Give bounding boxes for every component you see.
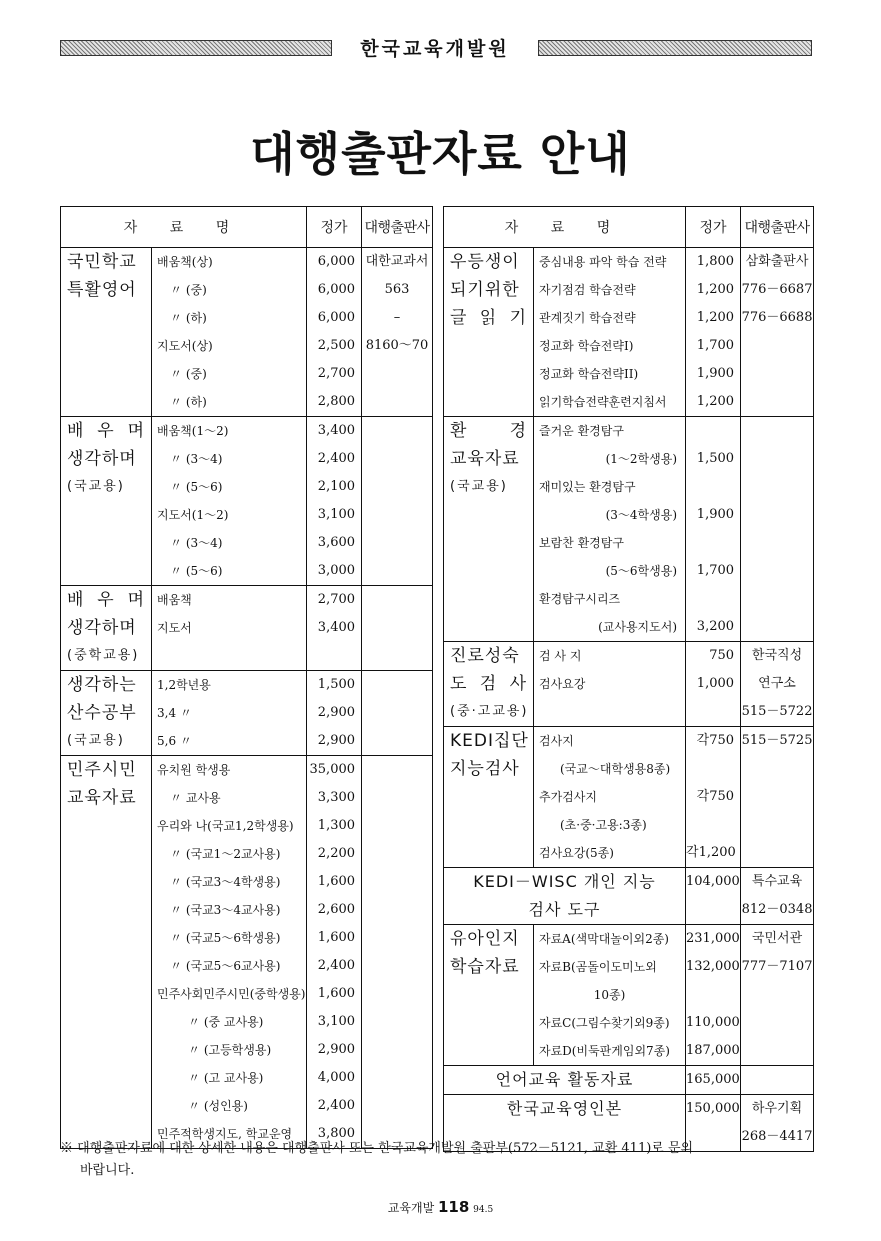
price-line: 35,000 <box>309 762 356 777</box>
price-line: 1,700 <box>696 563 735 578</box>
publisher-line: 563 <box>384 282 410 297</box>
item-list <box>152 756 307 1149</box>
publisher <box>362 756 433 1149</box>
price-line: 각1,200 <box>686 845 736 860</box>
item-name: 재미있는 환경탐구 <box>539 480 636 494</box>
item-name: 검사요강(5종) <box>539 846 614 860</box>
category-line: 유아인지 <box>450 929 520 949</box>
page-footer <box>0 1198 881 1216</box>
publisher-line: 268－4417 <box>741 1129 813 1144</box>
publisher <box>741 1066 814 1095</box>
item-name: 지도서 <box>157 621 192 635</box>
category <box>61 671 152 756</box>
item-name: (초·중·고용:3종) <box>560 818 647 832</box>
publisher-line: 하우기획 <box>751 1101 803 1116</box>
right-table <box>443 206 814 1152</box>
category-line: 배 우 며 <box>67 590 145 610</box>
item-name: 유치원 학생용 <box>157 763 231 777</box>
span-title-line: 언어교육 활동자료 <box>495 1070 634 1089</box>
price-line <box>686 417 740 445</box>
footer-label: 교육개발 <box>387 1201 435 1215</box>
price-line: 4,000 <box>317 1070 356 1085</box>
item-name: 추가검사지 <box>539 790 597 804</box>
category-line: (중학교용) <box>67 648 140 663</box>
price-line: 231,000 <box>686 931 740 946</box>
header-org: 한국교육개발원 <box>360 38 510 60</box>
item-name: (국교～대학생용8종) <box>560 762 671 776</box>
publisher-line: 국민서관 <box>751 931 803 946</box>
price-line: 1,500 <box>696 451 735 466</box>
publisher-line: 776－6688 <box>741 310 813 325</box>
item-list <box>534 417 686 642</box>
item-name: 배움책 <box>157 593 192 607</box>
header-name: 자 료 명 <box>444 207 686 248</box>
category <box>61 248 152 417</box>
price-line: 3,200 <box>696 619 735 634</box>
span-title <box>444 1066 686 1095</box>
table-row <box>444 417 814 642</box>
price-line: 187,000 <box>686 1043 740 1058</box>
price-line: 750 <box>709 648 735 663</box>
price-line: 3,000 <box>317 563 356 578</box>
item-name: 즐거운 환경탐구 <box>539 424 624 438</box>
item-name: 5,6 〃 <box>157 734 192 748</box>
item-name: 민주적학생지도, 학교운영 <box>157 1127 293 1141</box>
item-name: 〃 (하) <box>170 395 207 409</box>
table-row <box>61 417 433 586</box>
category <box>444 642 534 727</box>
note <box>60 1138 820 1182</box>
publisher <box>362 671 433 756</box>
category <box>61 417 152 586</box>
item-name: 〃 교사용 <box>170 791 221 805</box>
price <box>686 1066 741 1095</box>
price-line: 1,200 <box>696 310 735 325</box>
table-row <box>444 727 814 868</box>
item-name: 〃 (국교3～4교사용) <box>170 903 281 917</box>
price-line: 2,900 <box>317 1042 356 1057</box>
publisher-line: 812－0348 <box>741 902 813 917</box>
price-line: 2,900 <box>317 733 356 748</box>
price-line <box>686 755 740 783</box>
item-name: 1,2학년용 <box>157 678 211 692</box>
price-line: 2,600 <box>317 902 356 917</box>
price-line: 2,400 <box>317 1098 356 1113</box>
footer-issue: 94.5 <box>473 1205 494 1215</box>
price-line: 1,800 <box>696 254 735 269</box>
price-line: 1,600 <box>317 874 356 889</box>
table-row <box>444 642 814 727</box>
price-line: 165,000 <box>686 1072 740 1087</box>
header-band <box>60 36 812 58</box>
span-title-line: 한국교육영인본 <box>506 1099 623 1118</box>
item-name: 중심내용 파악 학습 전략 <box>539 255 667 269</box>
category-line: 생각하며 <box>67 618 137 638</box>
category <box>444 417 534 642</box>
publisher-line: 대한교과서 <box>365 254 429 269</box>
item-name: 민주사회민주시민(중학생용) <box>157 987 306 1001</box>
price-line: 2,500 <box>317 338 356 353</box>
category <box>444 727 534 868</box>
item-name: 〃 (중 교사용) <box>188 1015 264 1029</box>
header-publisher: 대행출판사 <box>741 207 814 248</box>
category-line: 우등생이 <box>450 252 520 272</box>
price-line: 2,700 <box>317 366 356 381</box>
item-name: 지도서(상) <box>157 339 213 353</box>
category-line: 진로성숙 <box>450 646 520 666</box>
page-title: 대행출판자료 안내 <box>250 127 631 181</box>
price-line: 6,000 <box>317 254 356 269</box>
item-list <box>152 248 307 417</box>
category-line: 지능검사 <box>450 759 520 779</box>
left-table <box>60 206 433 1149</box>
item-name: 보람찬 환경탐구 <box>539 536 624 550</box>
table-row <box>444 868 814 925</box>
header-hatch-right <box>538 40 812 56</box>
price <box>686 642 741 727</box>
item-name: 배움책(상) <box>157 255 213 269</box>
price-line: 3,400 <box>317 620 356 635</box>
publisher <box>362 248 433 417</box>
item-name: 관계짓기 학습전략 <box>539 311 636 325</box>
item-name: 〃 (중) <box>170 367 207 381</box>
publisher-line: 777－7107 <box>741 959 813 974</box>
price-line <box>686 811 740 839</box>
price-line: 각750 <box>696 733 735 748</box>
category-line: 민주시민 <box>67 760 137 780</box>
item-name: (교사용지도서) <box>598 620 678 634</box>
price-line: 각750 <box>696 789 735 804</box>
item-name: 지도서(1～2) <box>157 508 229 522</box>
item-name: 〃 (국교3～4학생용) <box>170 875 281 889</box>
item-name: 검 사 지 <box>539 649 582 663</box>
item-name: 정교화 학습전략II) <box>539 367 639 381</box>
publisher-line: 연구소 <box>758 676 796 691</box>
publisher-line: 삼화출판사 <box>745 254 809 269</box>
price-line: 3,300 <box>317 790 356 805</box>
price <box>686 727 741 868</box>
table-row <box>444 1066 814 1095</box>
price-line: 132,000 <box>686 959 740 974</box>
category <box>61 756 152 1149</box>
header-hatch-left <box>60 40 332 56</box>
item-name: 〃 (중) <box>170 283 207 297</box>
item-name: 〃 (3～4) <box>170 452 223 466</box>
item-list <box>534 248 686 417</box>
item-name: 자료B(곰돌이도미노외 <box>539 960 657 974</box>
price-line: 2,900 <box>317 705 356 720</box>
item-name: 〃 (5～6) <box>170 480 223 494</box>
category-line: (국교용) <box>67 733 125 748</box>
publisher-line: 한국직성 <box>751 648 803 663</box>
price-line <box>686 529 740 557</box>
publisher <box>741 727 814 868</box>
price-line: 2,700 <box>317 592 356 607</box>
table-row <box>61 671 433 756</box>
category-line: 환 경 <box>450 421 527 441</box>
price-line: 1,200 <box>696 282 735 297</box>
category-line: 교육자료 <box>67 788 137 808</box>
publisher <box>362 417 433 586</box>
price-line <box>686 698 740 726</box>
table-row <box>444 925 814 1066</box>
price <box>307 756 362 1149</box>
price-line <box>686 585 740 613</box>
price-line: 2,200 <box>317 846 356 861</box>
span-title-line: KEDI－WISC 개인 지능 <box>473 872 656 891</box>
category-line: 생각하며 <box>67 449 137 469</box>
publisher-line: 515－5725 <box>741 733 813 748</box>
item-list <box>152 586 307 671</box>
price-line: 1,200 <box>696 394 735 409</box>
note-line: ※ 대행출판자료에 대한 상세한 내용은 대행출판사 또는 한국교육개발원 출판부(572－5121, 교환 411)로 문의 <box>60 1141 694 1156</box>
price-line: 2,400 <box>317 451 356 466</box>
publisher-line: 776－6687 <box>741 282 813 297</box>
publisher <box>741 642 814 727</box>
header-name: 자 료 명 <box>61 207 307 248</box>
item-name <box>534 698 685 726</box>
category <box>444 925 534 1066</box>
price <box>307 248 362 417</box>
item-name: 10종) <box>593 988 626 1002</box>
price-line: 3,400 <box>317 423 356 438</box>
table-row <box>444 248 814 417</box>
item-name: 환경탐구시리즈 <box>539 592 621 606</box>
category-line: 생각하는 <box>67 675 137 695</box>
category-line: 되기위한 <box>450 280 520 300</box>
category-line: 국민학교 <box>67 252 137 272</box>
price-line: 2,100 <box>317 479 356 494</box>
category-line: 배 우 며 <box>67 421 145 441</box>
publisher-line: 특수교육 <box>751 874 803 889</box>
header-publisher: 대행출판사 <box>362 207 433 248</box>
category-line: KEDI집단 <box>450 731 529 751</box>
category-line: 교육자료 <box>450 449 520 469</box>
price-line: 1,000 <box>696 676 735 691</box>
item-list <box>152 671 307 756</box>
category-line: (국교용) <box>67 479 125 494</box>
item-name: 〃 (국교5～6학생용) <box>170 931 281 945</box>
price-line: 104,000 <box>686 874 740 889</box>
header-price: 정가 <box>686 207 741 248</box>
price-line: 2,400 <box>317 958 356 973</box>
category-line: 학습자료 <box>450 957 520 977</box>
header-price: 정가 <box>307 207 362 248</box>
table-row <box>61 586 433 671</box>
item-name: 〃 (3～4) <box>170 536 223 550</box>
page-number: 118 <box>438 1198 470 1216</box>
item-name: 검사지 <box>539 734 574 748</box>
price <box>686 248 741 417</box>
item-list <box>534 642 686 727</box>
category-line: 산수공부 <box>67 703 137 723</box>
item-name: 〃 (하) <box>170 311 207 325</box>
category <box>61 586 152 671</box>
price <box>307 417 362 586</box>
table-row <box>61 248 433 417</box>
price <box>686 925 741 1066</box>
item-name: 자료A(색막대놀이외2종) <box>539 932 669 946</box>
item-name: 〃 (5～6) <box>170 564 223 578</box>
price-line: 150,000 <box>686 1101 740 1116</box>
item-name: (1～2학생용) <box>605 452 678 466</box>
publisher-line: – <box>393 310 401 325</box>
price-line: 1,700 <box>696 338 735 353</box>
price <box>686 868 741 925</box>
price-line <box>686 473 740 501</box>
item-name: 검사요강 <box>539 677 586 691</box>
price-line: 1,900 <box>696 507 735 522</box>
item-list <box>534 925 686 1066</box>
item-list <box>152 417 307 586</box>
category-line: (국교용) <box>450 479 508 494</box>
category-line: (중·고교용) <box>450 704 529 719</box>
price-line: 1,500 <box>317 677 356 692</box>
publisher <box>362 586 433 671</box>
publisher <box>741 417 814 642</box>
item-name: 3,4 〃 <box>157 706 192 720</box>
price <box>307 671 362 756</box>
span-title-line: 검사 도구 <box>528 900 601 919</box>
item-name: 자료C(그림수찾기외9종) <box>539 1016 670 1030</box>
publisher <box>741 248 814 417</box>
price <box>307 586 362 671</box>
price-line: 3,600 <box>317 535 356 550</box>
span-title <box>444 868 686 925</box>
price-line <box>686 981 740 1009</box>
price-line: 2,800 <box>317 394 356 409</box>
price-line: 1,600 <box>317 930 356 945</box>
item-name: 〃 (국교1～2교사용) <box>170 847 281 861</box>
price-line: 6,000 <box>317 282 356 297</box>
publisher-line: 8160～70 <box>365 338 429 353</box>
price-line: 3,100 <box>317 507 356 522</box>
item-name: 〃 (국교5～6교사용) <box>170 959 281 973</box>
publisher <box>741 925 814 1066</box>
price-line: 3,800 <box>317 1126 356 1141</box>
price-line: 6,000 <box>317 310 356 325</box>
category-line: 도 검 사 <box>450 674 527 694</box>
category-line: 글 읽 기 <box>450 308 527 328</box>
item-name: 〃 (성인용) <box>188 1099 248 1113</box>
price-line: 1,300 <box>317 818 356 833</box>
item-name: 자기점검 학습전략 <box>539 283 636 297</box>
price-line: 1,900 <box>696 366 735 381</box>
category <box>444 248 534 417</box>
table-row <box>61 756 433 1149</box>
category-line: 특활영어 <box>67 280 137 300</box>
price-line: 1,600 <box>317 986 356 1001</box>
item-name: 우리와 나(국교1,2학생용) <box>157 819 294 833</box>
item-name: 자료D(비둑판게임외7종) <box>539 1044 670 1058</box>
price-line: 110,000 <box>686 1015 740 1030</box>
item-name: (3～4학생용) <box>605 508 678 522</box>
publisher-line: 515－5722 <box>741 704 813 719</box>
publisher <box>741 868 814 925</box>
item-list <box>534 727 686 868</box>
price-line: 3,100 <box>317 1014 356 1029</box>
item-name: 〃 (고 교사용) <box>188 1071 264 1085</box>
item-name: 읽기학습전략훈련지침서 <box>539 395 667 409</box>
note-line: 바랍니다. <box>80 1163 135 1178</box>
item-name: 〃 (고등학생용) <box>188 1043 272 1057</box>
item-name: 배움책(1～2) <box>157 424 229 438</box>
item-name: (5～6학생용) <box>605 564 678 578</box>
price <box>686 417 741 642</box>
item-name: 정교화 학습전략I) <box>539 339 634 353</box>
